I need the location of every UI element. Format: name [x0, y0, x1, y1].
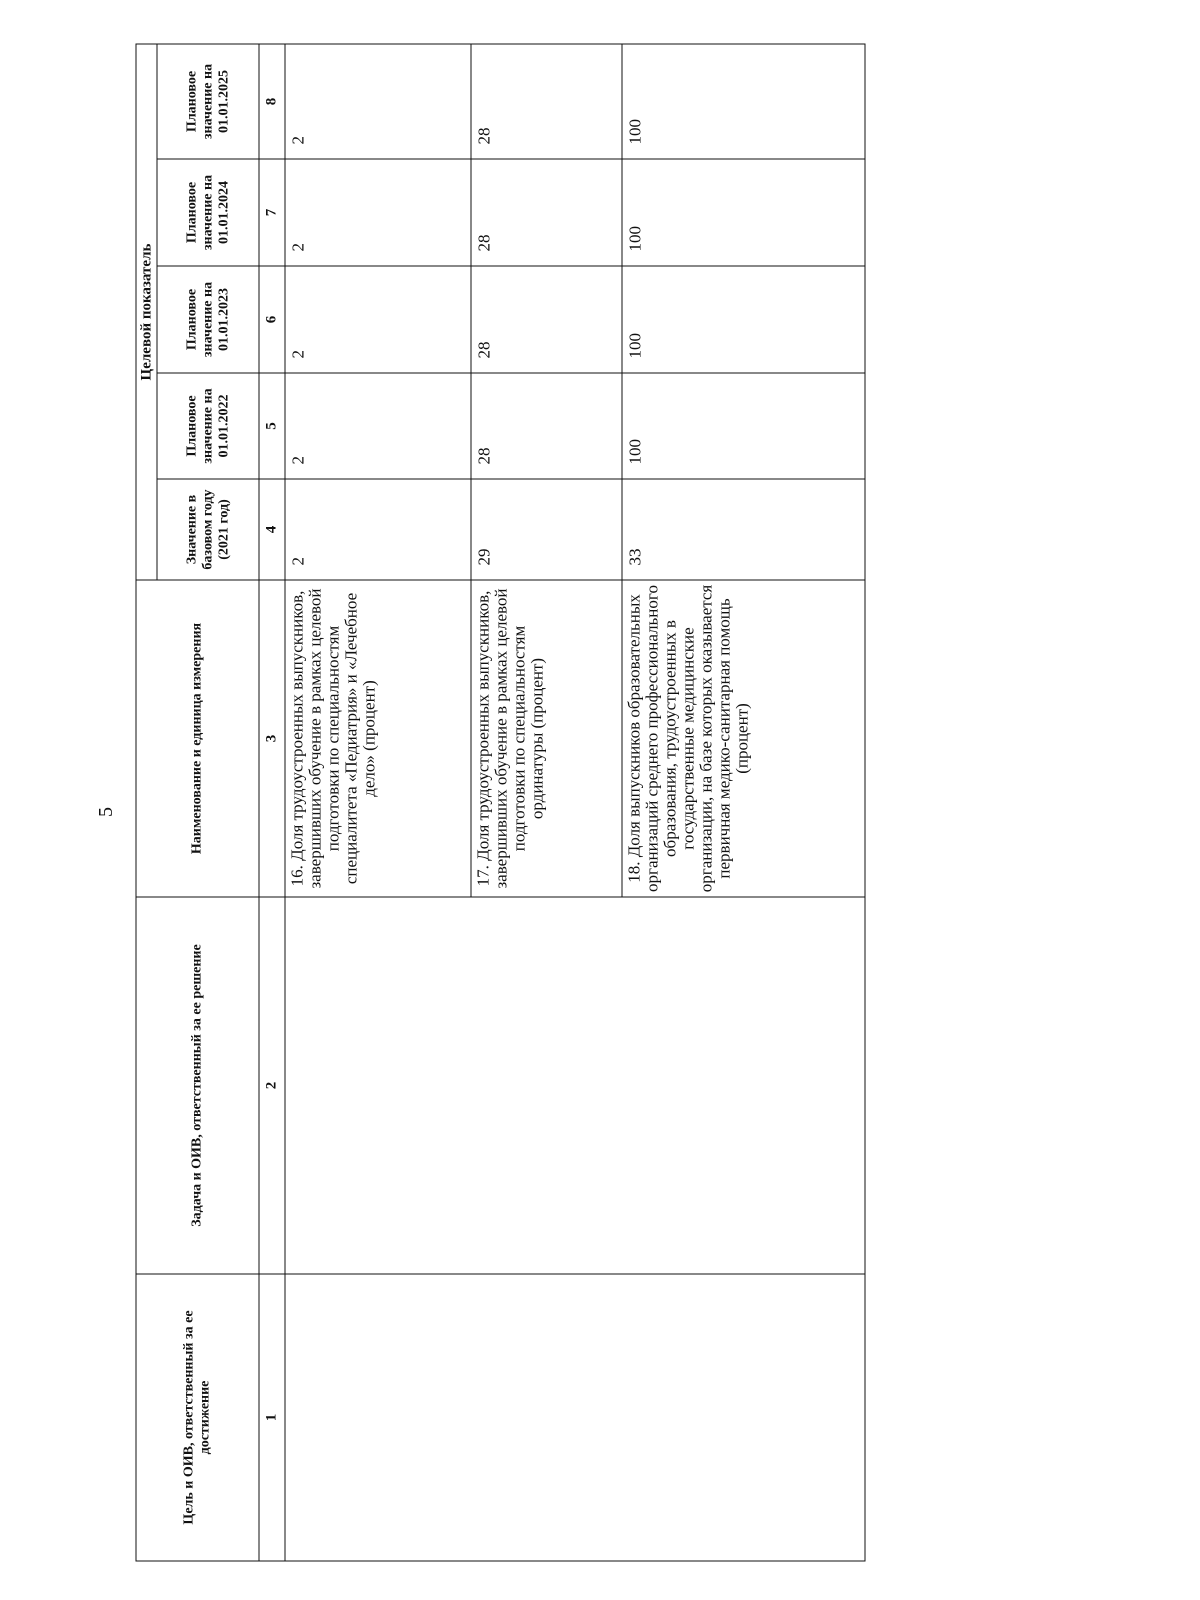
indicator-name-cell: 18. Доля выпускников образовательных организаций среднего профессионального образования, трудоустроенных в государственные медицинские организации, на базе которых оказывается первичная медико-санитарная помощь (процент) [622, 580, 865, 897]
rotated-table-wrapper [136, 45, 866, 1562]
column-number: 2 [259, 897, 285, 1274]
plan-2023-cell: 2 [285, 266, 471, 373]
base-value-cell: 29 [471, 479, 622, 580]
column-number: 1 [259, 1274, 285, 1561]
column-number: 3 [259, 580, 285, 897]
header-base-year: Значение в базовом году (2021 год) [157, 479, 259, 580]
header-name: Наименование и единица измерения [136, 580, 259, 897]
table-row [285, 44, 471, 1561]
plan-2023-cell: 28 [471, 266, 622, 373]
column-number: 8 [259, 44, 285, 159]
task-cell [285, 897, 865, 1274]
base-value-cell: 2 [285, 479, 471, 580]
column-number: 7 [259, 159, 285, 266]
plan-2022-cell: 100 [622, 373, 865, 479]
header-plan-2024: Плановое значение на 01.01.2024 [157, 159, 259, 266]
target-indicators-table [136, 43, 866, 1561]
plan-2022-cell: 28 [471, 373, 622, 479]
header-plan-2022: Плановое значение на 01.01.2022 [157, 373, 259, 479]
plan-2023-cell: 100 [622, 266, 865, 373]
column-number: 6 [259, 266, 285, 373]
base-value-cell: 33 [622, 479, 865, 580]
header-goal: Цель и ОИВ, ответственный за ее достижение [136, 1274, 259, 1561]
plan-2025-cell: 100 [622, 44, 865, 159]
plan-2024-cell: 28 [471, 159, 622, 266]
plan-2022-cell: 2 [285, 373, 471, 479]
indicator-name-cell: 17. Доля трудоустроенных выпускников, завершивших обучение в рамках целевой подготовки по специальностям ординатуры (процент) [471, 580, 622, 897]
header-task: Задача и ОИВ, ответственный за ее решение [136, 897, 259, 1274]
plan-2024-cell: 2 [285, 159, 471, 266]
header-plan-2025: Плановое значение на 01.01.2025 [157, 44, 259, 159]
column-number: 5 [259, 373, 285, 479]
column-numbers-row [259, 44, 285, 1561]
plan-2024-cell: 100 [622, 159, 865, 266]
plan-2025-cell: 28 [471, 44, 622, 159]
indicator-name-cell: 16. Доля трудоустроенных выпускников, завершивших обучение в рамках целевой подготовки по специальностям специалитета «Педиатрия» и «Лечебное дело» (процент) [285, 580, 471, 897]
page-number: 5 [95, 807, 117, 817]
goal-cell [285, 1274, 865, 1561]
column-number: 4 [259, 479, 285, 580]
header-plan-2023: Плановое значение на 01.01.2023 [157, 266, 259, 373]
header-target-indicator: Целевой показатель [136, 44, 157, 580]
plan-2025-cell: 2 [285, 44, 471, 159]
